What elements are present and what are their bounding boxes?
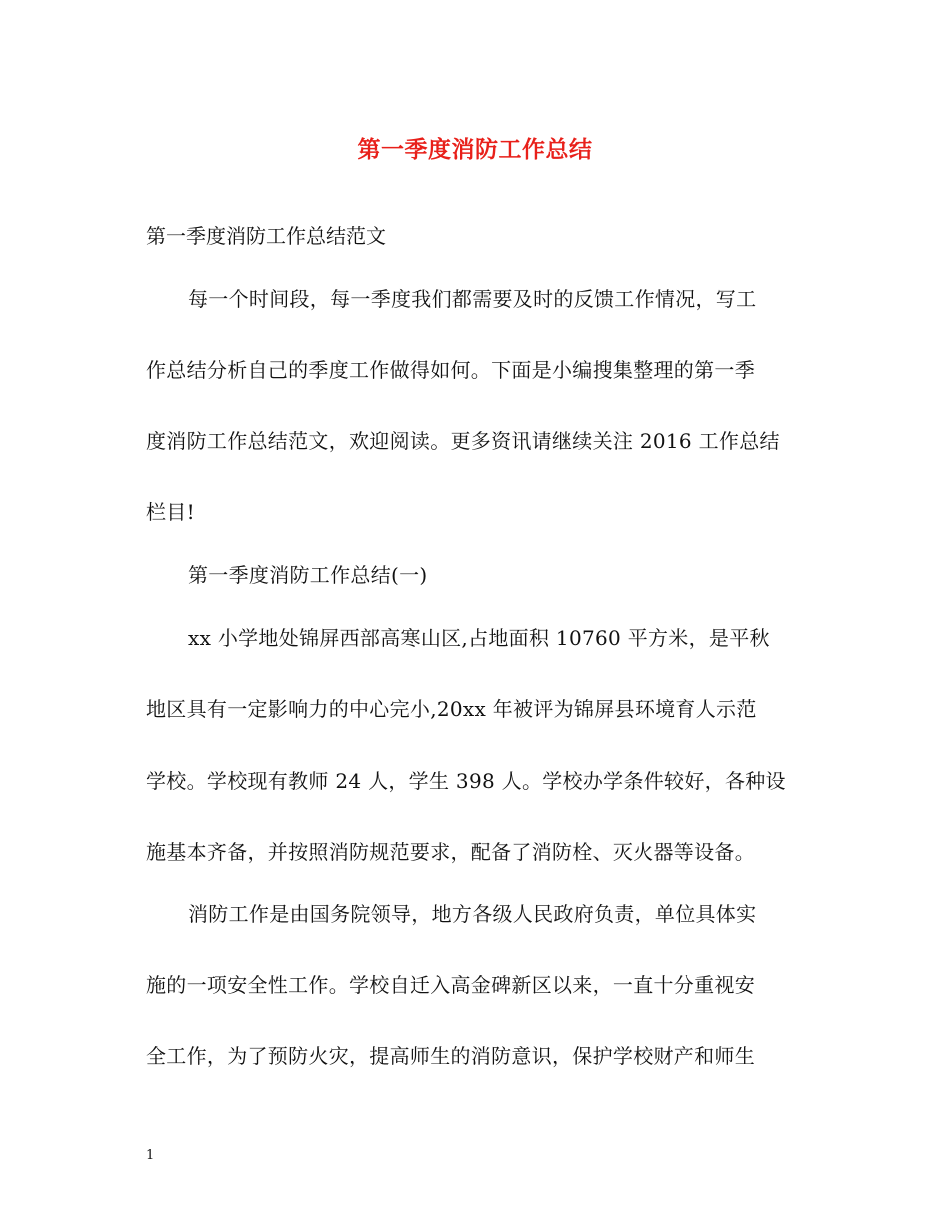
paragraph-line: 每一个时间段，每一季度我们都需要及时的反馈工作情况，写工 [188, 287, 757, 311]
paragraph-line: 学校。学校现有教师 24 人，学生 398 人。学校办学条件较好，各种设 [146, 769, 786, 793]
document-subtitle: 第一季度消防工作总结范文 [146, 224, 386, 248]
paragraph-line: 施基本齐备，并按照消防规范要求，配备了消防栓、灭火器等设备。 [146, 840, 755, 864]
paragraph-line: 栏目! [146, 500, 195, 524]
page-title: 第一季度消防工作总结 [357, 136, 593, 163]
section-heading: 第一季度消防工作总结(一) [188, 563, 428, 587]
paragraph-line: xx 小学地处锦屏西部高寒山区,占地面积 10760 平方米，是平秋 [188, 626, 770, 650]
paragraph-line: 消防工作是由国务院领导，地方各级人民政府负责，单位具体实 [188, 902, 757, 926]
paragraph-line: 度消防工作总结范文，欢迎阅读。更多资讯请继续关注 2016 工作总结 [146, 429, 780, 453]
page-number: 1 [146, 1148, 155, 1163]
paragraph-line: 全工作，为了预防火灾，提高师生的消防意识，保护学校财产和师生 [146, 1044, 755, 1068]
paragraph-line: 地区具有一定影响力的中心完小,20xx 年被评为锦屏县环境育人示范 [146, 697, 757, 721]
paragraph-line: 施的一项安全性工作。学校自迁入高金碑新区以来，一直十分重视安 [146, 973, 755, 997]
paragraph-line: 作总结分析自己的季度工作做得如何。下面是小编搜集整理的第一季 [146, 358, 755, 382]
